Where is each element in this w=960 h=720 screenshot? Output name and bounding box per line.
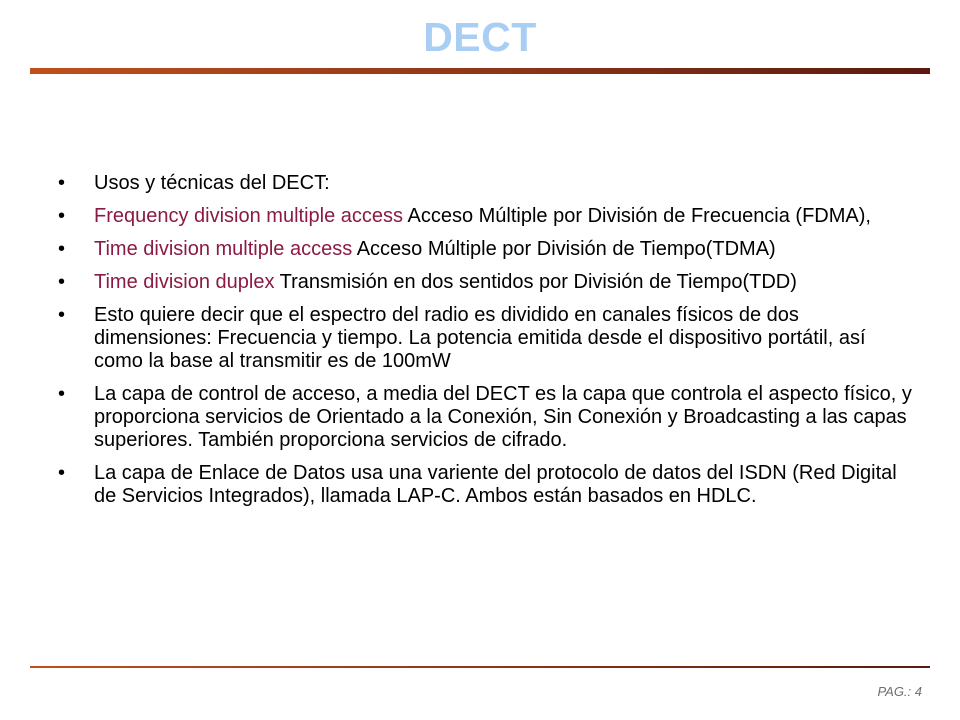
bullet-term: Time division multiple access [94,238,353,260]
bullet-marker: • [58,383,66,405]
bullet-item [58,205,918,228]
bullet-marker: • [58,304,66,326]
bullet-term: Time division duplex [94,271,275,293]
bullet-marker: • [58,462,66,484]
bullet-marker: • [58,238,66,260]
bullet-item [58,304,918,373]
bullet-text: Acceso Múltiple por División de Tiempo(TDMA) [352,238,776,260]
bullet-item [58,462,918,508]
bullet-marker: • [58,271,66,293]
bullet-text: La capa de control de acceso, a media del DECT es la capa que controla el aspecto físico, y proporciona servicios de Orientado a la Conexión, Sin Conexión y Broadcasting a las capas superiores. También proporciona servicios de cifrado. [94,383,912,451]
bullet-text: La capa de Enlace de Datos usa una variente del protocolo de datos del ISDN (Red Digital de Servicios Integrados), llamada LAP-C. Ambos están basados en HDLC. [94,462,897,507]
bullet-item [58,383,918,452]
title-divider [30,68,930,74]
bullet-item [58,172,918,195]
bullet-text: Esto quiere decir que el espectro del radio es dividido en canales físicos de dos dimensiones: Frecuencia y tiempo. La potencia emitida desde el dispositivo portátil, así como la base al transmitir es de 100mW [94,304,866,372]
bullet-text: Acceso Múltiple por División de Frecuencia (FDMA), [403,205,871,227]
bullet-text: Usos y técnicas del DECT: [94,172,330,194]
bullet-text: Transmisión en dos sentidos por División de Tiempo(TDD) [274,271,797,293]
bullet-list [58,172,918,518]
bullet-term: Frequency division multiple access [94,205,404,227]
bullet-item [58,271,918,294]
bullet-marker: • [58,172,66,194]
page-number: PAG.: 4 [877,684,922,699]
footer-divider [30,666,930,668]
bullet-item [58,238,918,261]
bullet-marker: • [58,205,66,227]
slide-title: DECT [423,14,537,60]
